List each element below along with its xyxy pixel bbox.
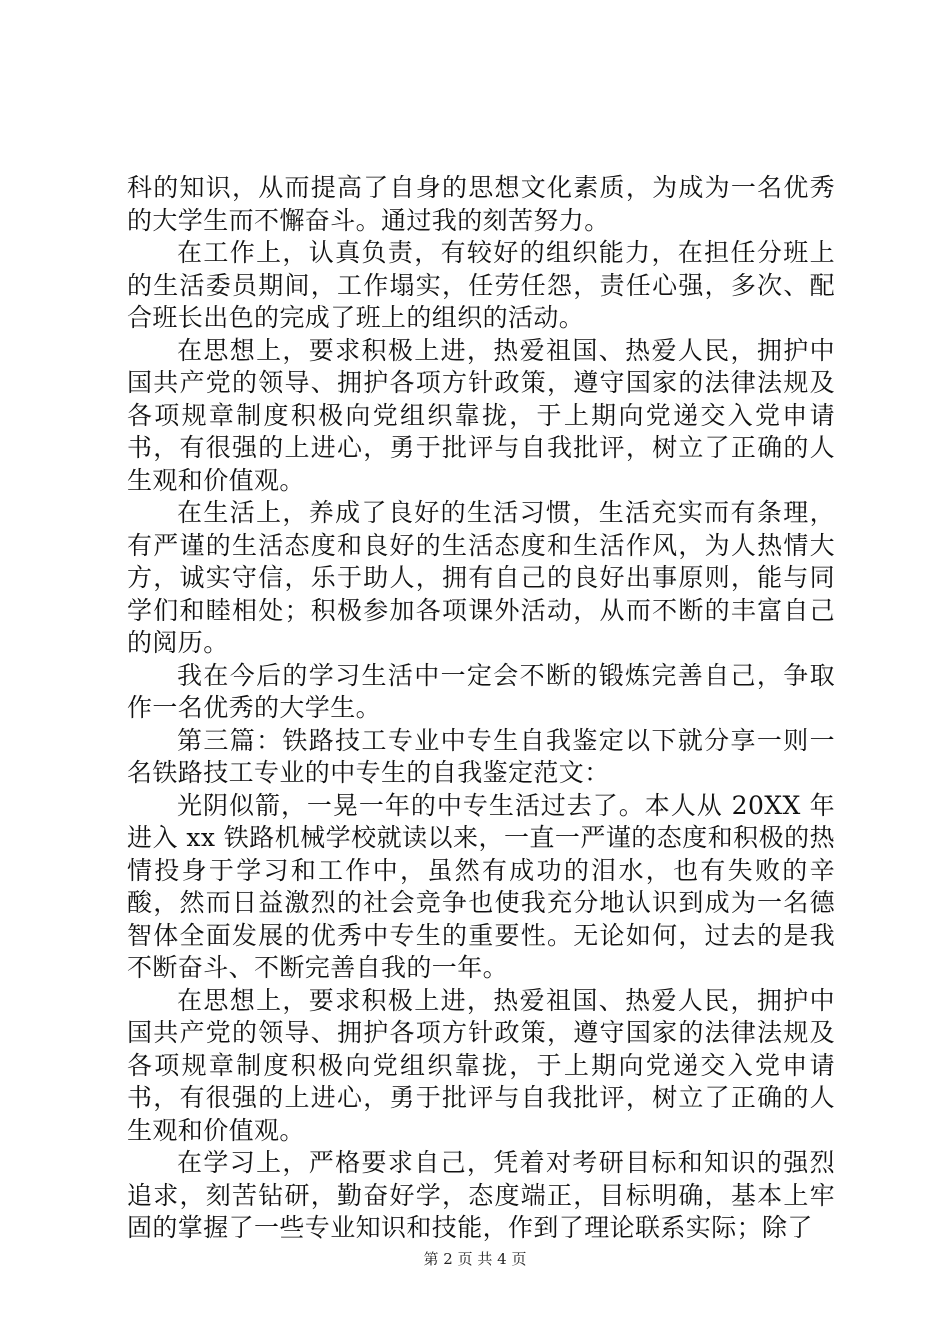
document-body bbox=[127, 172, 835, 1245]
paragraph-5: 我在今后的学习生活中一定会不断的锻炼完善自己，争取作一名优秀的大学生。 bbox=[127, 660, 835, 722]
paragraph-9: 在学习上，严格要求自己，凭着对考研目标和知识的强烈追求，刻苦钻研，勤奋好学，态度端正，目标明确，基本上牢固的掌握了一些专业知识和技能，作到了理论联系实际；除了 bbox=[127, 1148, 835, 1242]
paragraph-2: 在工作上，认真负责，有较好的组织能力，在担任分班上的生活委员期间，工作塌实，任劳任怨，责任心强，多次、配合班长出色的完成了班上的组织的活动。 bbox=[127, 238, 835, 332]
paragraph-4: 在生活上，养成了良好的生活习惯，生活充实而有条理，有严谨的生活态度和良好的生活态度和生活作风，为人热情大方，诚实守信，乐于助人，拥有自己的良好出事原则，能与同学们和睦相处；积极参加各项课外活动，从而不断的丰富自己的阅历。 bbox=[127, 498, 835, 657]
paragraph-6: 第三篇：铁路技工专业中专生自我鉴定以下就分享一则一名铁路技工专业的中专生的自我鉴定范文： bbox=[127, 725, 835, 787]
paragraph-7: 光阴似箭，一晃一年的中专生活过去了。本人从 20XX 年进入 xx 铁路机械学校就读以来，一直一严谨的态度和积极的热情投身于学习和工作中，虽然有成功的泪水，也有失败的辛酸，然而日益激烈的社会竞争也使我充分地认识到成为一名德智体全面发展的优秀中专生的重要性。无论如何，过去的是我不断奋斗、不断完善自我的一年。 bbox=[127, 790, 835, 982]
paragraph-8: 在思想上，要求积极上进，热爱祖国、热爱人民，拥护中国共产党的领导、拥护各项方针政策，遵守国家的法律法规及各项规章制度积极向党组织靠拢，于上期向党递交入党申请书，有很强的上进心，勇于批评与自我批评，树立了正确的人生观和价值观。 bbox=[127, 985, 835, 1145]
page-footer: 第 2 页 共 4 页 bbox=[423, 1250, 527, 1268]
paragraph-3: 在思想上，要求积极上进，热爱祖国、热爱人民，拥护中国共产党的领导、拥护各项方针政策，遵守国家的法律法规及各项规章制度积极向党组织靠拢，于上期向党递交入党申请书，有很强的上进心，勇于批评与自我批评，树立了正确的人生观和价值观。 bbox=[127, 335, 835, 495]
paragraph-1: 科的知识，从而提高了自身的思想文化素质，为成为一名优秀的大学生而不懈奋斗。通过我的刻苦努力。 bbox=[127, 173, 835, 235]
